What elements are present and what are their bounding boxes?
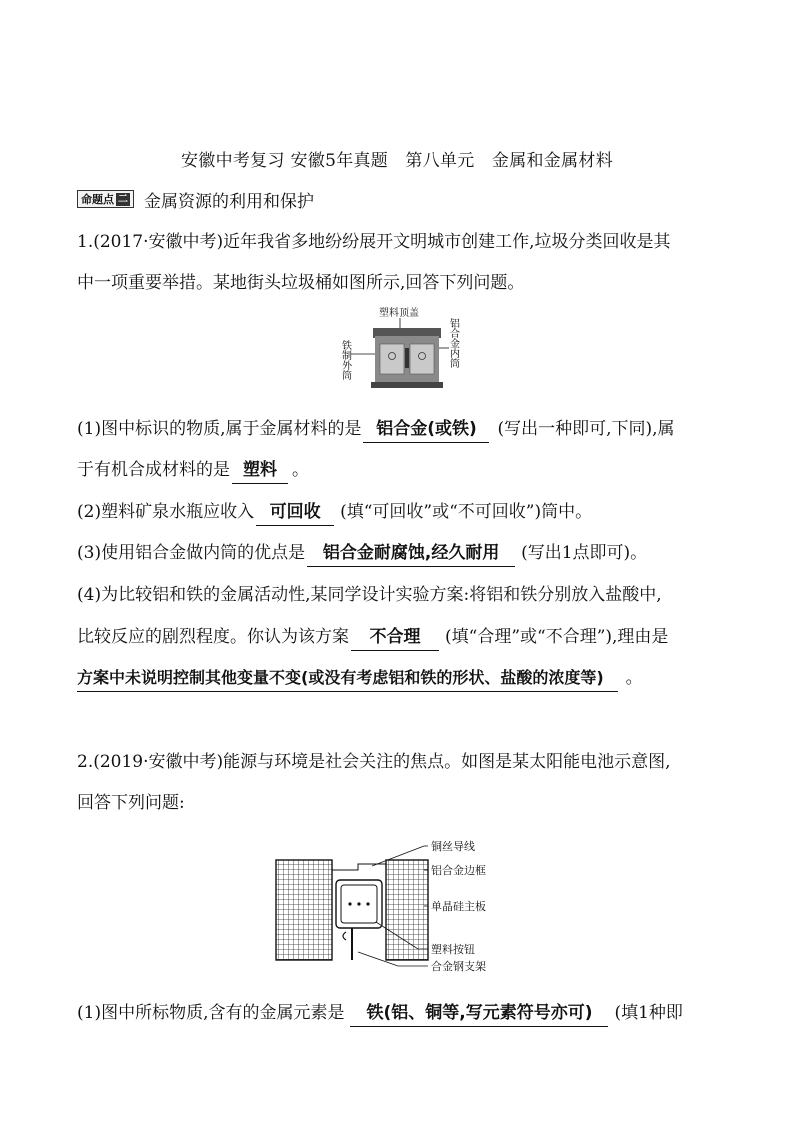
q1-p4-answer2: 方案中未说明控制其他变量不变(或没有考虑铝和铁的形状、盐酸的浓度等) <box>77 665 618 692</box>
stand-hinge <box>343 932 346 940</box>
section-tag-label: 命题点 <box>81 193 114 206</box>
q1-p1-answer1: 铝合金(或铁) <box>363 416 489 443</box>
q1-p1-text-b: (写出一种即可,下同),属 <box>497 419 675 439</box>
q1-part4-line2 <box>77 624 668 651</box>
solar-panel-left <box>276 860 332 960</box>
section-tag-number: 二 <box>118 193 128 205</box>
q1-part1-line2 <box>77 457 309 484</box>
copper-wire <box>332 864 386 870</box>
fig2-label-steel-stand: 合金钢支架 <box>431 960 486 973</box>
fig1-label-right: 铝合金内筒 <box>447 318 459 368</box>
fig2-label-silicon-board: 单晶硅主板 <box>431 900 486 913</box>
q1-p4-text-c: (填“合理”或“不合理”),理由是 <box>445 627 669 647</box>
q2-part1 <box>77 1000 683 1027</box>
q1-p1-text-c: 于有机合成材料的是 <box>77 460 230 480</box>
q2-p1-answer: 铁(铝、铜等,写元素符号亦可) <box>350 1000 608 1027</box>
button-dot <box>366 902 369 905</box>
q1-p1-text-d: 。 <box>292 460 309 480</box>
solar-cell-figure <box>268 834 528 976</box>
q1-part4-line1: (4)为比较铝和铁的金属活动性,某同学设计实验方案:将铝和铁分别放入盐酸中, <box>77 585 662 605</box>
q2-intro-line1: 2.(2019·安徽中考)能源与环境是社会关注的焦点。如图是某太阳能电池示意图, <box>77 752 671 772</box>
q2-intro-line2: 回答下列问题: <box>77 793 185 813</box>
button-dot <box>348 902 351 905</box>
fig2-label-aluminum-frame: 铝合金边框 <box>431 864 486 877</box>
page-title: 安徽中考复习 安徽5年真题 第八单元 金属和金属材料 <box>180 151 614 171</box>
q1-part3 <box>77 540 647 567</box>
q1-p3-answer: 铝合金耐腐蚀,经久耐用 <box>307 540 515 567</box>
q1-part4-line3 <box>77 665 643 692</box>
q1-p2-answer: 可回收 <box>256 499 334 526</box>
q1-intro-line1: 1.(2017·安徽中考)近年我省多地纷纷展开文明城市创建工作,垃圾分类回收是其 <box>77 232 671 252</box>
q1-p4-text-d: 。 <box>625 668 643 688</box>
bin-divider <box>405 348 409 368</box>
q1-p4-answer1: 不合理 <box>351 624 439 651</box>
q2-p1-text-b: (填1种即 <box>614 1003 683 1023</box>
q1-p1-answer2: 塑料 <box>232 457 288 484</box>
trash-bin-figure <box>335 304 465 392</box>
q1-p3-text-a: (3)使用铝合金做内筒的优点是 <box>77 543 306 563</box>
section-tag <box>77 190 134 208</box>
bin-base <box>371 382 443 388</box>
fig2-label-plastic-button: 塑料按钮 <box>431 943 475 956</box>
fig2-label-copper-wire: 铜丝导线 <box>431 840 475 853</box>
q1-part1-line1 <box>77 416 675 443</box>
q1-intro-line2: 中一项重要举措。某地街头垃圾桶如图所示,回答下列问题。 <box>77 273 525 293</box>
fig1-label-top: 塑料顶盖 <box>379 308 419 319</box>
section-title: 金属资源的利用和保护 <box>144 191 314 212</box>
q1-p2-text-b: (填“可回收”或“不可回收”)筒中。 <box>340 502 593 522</box>
q2-p1-text-a: (1)图中所标物质,含有的金属元素是 <box>77 1003 345 1023</box>
section-header <box>77 186 314 212</box>
button-dot <box>357 902 360 905</box>
solar-panel-right <box>386 860 428 960</box>
q1-p1-text-a: (1)图中标识的物质,属于金属材料的是 <box>77 419 362 439</box>
bin-left-door <box>380 344 404 374</box>
bin-right-door <box>410 344 434 374</box>
q1-p2-text-a: (2)塑料矿泉水瓶应收入 <box>77 502 255 522</box>
fig1-label-left: 铁制外筒 <box>339 340 351 380</box>
q1-p4-text-b: 比较反应的剧烈程度。你认为该方案 <box>77 627 349 647</box>
q1-p3-text-b: (写出1点即可)。 <box>521 543 648 563</box>
q1-part2 <box>77 499 592 526</box>
